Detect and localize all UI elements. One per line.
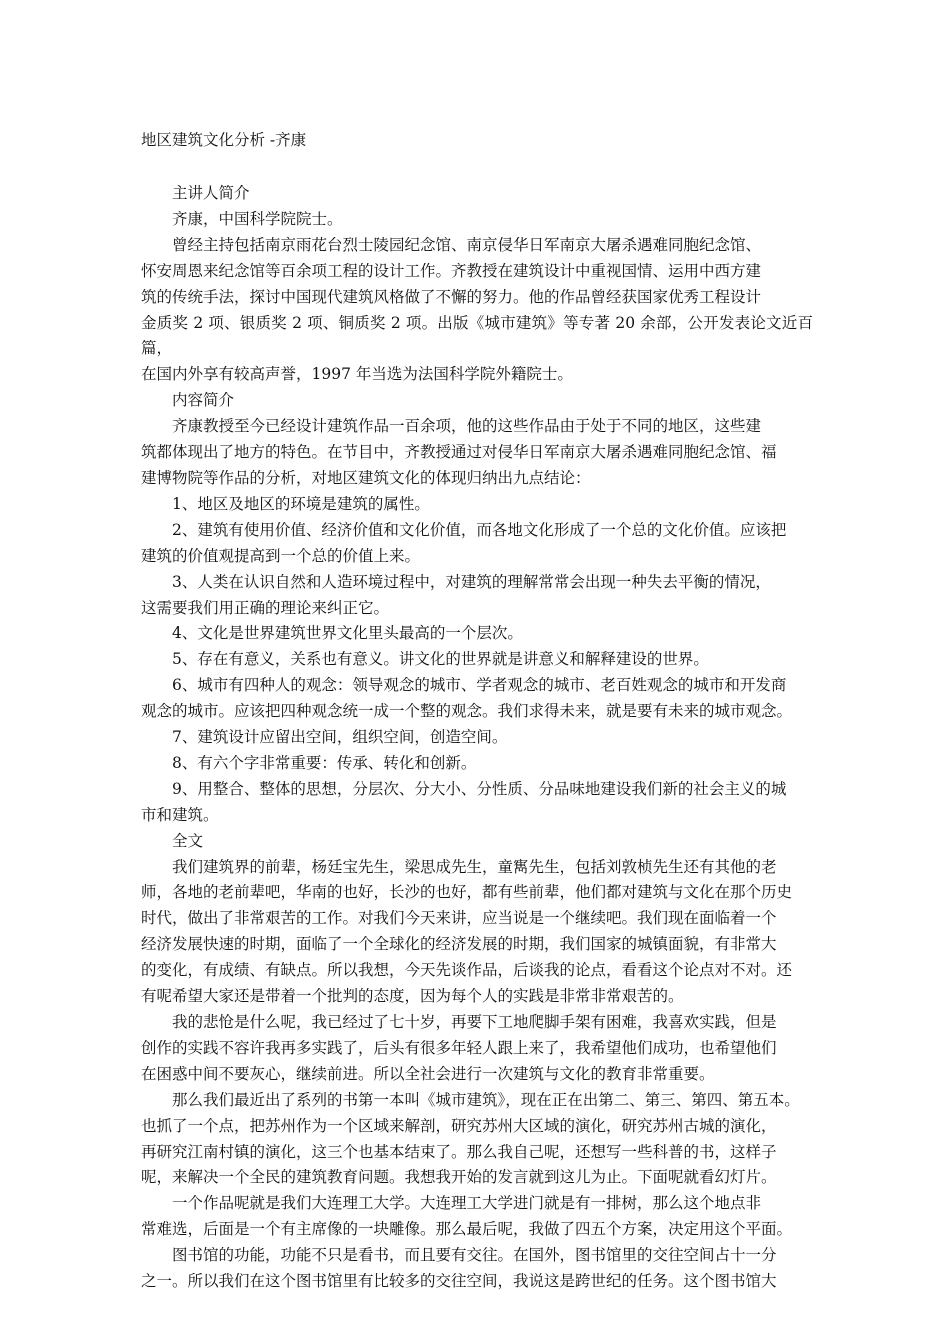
text-line: 6、城市有四种人的观念：领导观念的城市、学者观念的城市、老百姓观念的城市和开发商 [172,676,787,695]
text-line: 有呢希望大家还是带着一个批判的态度，因为每个人的实践是非常非常艰苦的。 [141,987,684,1006]
text-line: 曾经主持包括南京雨花台烈士陵园纪念馆、南京侵华日军南京大屠杀遇难同胞纪念馆、 [172,235,762,254]
text-line: 常难选，后面是一个有主席像的一块雕像。那么最后呢，我做了四五个方案，决定用这个平面。 [141,1220,793,1239]
text-line: 5、存在有意义，关系也有意义。讲文化的世界就是讲意义和解释建设的世界。 [172,650,709,669]
text-line: 1、地区及地区的环境是建筑的属性。 [172,494,430,513]
text-line: 筑都体现出了地方的特色。在节目中，齐教授通过对侵华日军南京大屠杀遇难同胞纪念馆、福 [141,443,777,462]
text-line: 也抓了一个点，把苏州作为一个区域来解剖，研究苏州大区域的演化，研究苏州古城的演化， [141,1116,777,1135]
text-line: 8、有六个字非常重要：传承、转化和创新。 [172,753,477,772]
text-line: 怀安周恩来纪念馆等百余项工程的设计工作。齐教授在建筑设计中重视国情、运用中西方建 [141,261,762,280]
text-line: 主讲人简介 [172,184,250,202]
document-title: 地区建筑文化分析 -齐康 [141,131,307,149]
text-line: 在困惑中间不要灰心，继续前进。所以全社会进行一次建筑与文化的教育非常重要。 [141,1064,715,1083]
text-line: 经济发展快速的时期，面临了一个全球化的经济发展的时期，我们国家的城镇面貌，有非常大 [141,935,777,954]
text-line: 齐康，中国科学院院士。 [172,209,343,228]
text-line: 的变化，有成绩、有缺点。所以我想，今天先谈作品，后谈我的论点，看看这个论点对不对。还 [141,961,793,980]
text-line: 全文 [172,831,204,850]
text-line: 呢，来解决一个全民的建筑教育问题。我想我开始的发言就到这儿为止。下面呢就看幻灯片。 [141,1168,777,1187]
text-line: 筑的传统手法，探讨中国现代建筑风格做了不懈的努力。他的作品曾经获国家优秀工程设计 [141,287,762,306]
text-line: 观念的城市。应该把四种观念统一成一个整的观念。我们求得未来，就是要有未来的城市观念。 [141,702,793,721]
text-line: 我的悲怆是什么呢，我已经过了七十岁，再要下工地爬脚手架有困难，我喜欢实践，但是 [172,1013,777,1031]
text-line: 齐康教授至今已经设计建筑作品一百余项，他的这些作品由于处于不同的地区，这些建 [172,417,762,436]
text-line: 创作的实践不容许我再多实践了，后头有很多年轻人跟上来了，我希望他们成功，也希望他们 [141,1038,777,1057]
text-line: 这需要我们用正确的理论来纠正它。 [141,598,390,617]
document-page [141,127,813,1295]
text-line: 我们建筑界的前辈，杨廷宝先生，梁思成先生，童寯先生，包括刘敦桢先生还有其他的老 [172,857,777,876]
text-line: 金质奖 2 项、银质奖 2 项、铜质奖 2 项。出版《城市建筑》等专著 20 余部，公开发表论文近百篇， [141,313,813,358]
text-line: 建筑的价值观提高到一个总的价值上来。 [141,546,421,565]
text-line: 市和建筑。 [141,805,219,824]
text-line: 那么我们最近出了系列的书第一本叫《城市建筑》，现在正在出第二、第三、第四、第五本。 [172,1090,800,1109]
text-line: 一个作品呢就是我们大连理工大学。大连理工大学进门就是有一排树，那么这个地点非 [172,1194,762,1213]
text-line: 3、人类在认识自然和人造环境过程中，对建筑的理解常常会出现一种失去平衡的情况， [172,572,771,591]
text-line: 内容简介 [172,391,235,410]
text-line: 师，各地的老前辈吧，华南的也好，长沙的也好，都有些前辈，他们都对建筑与文化在那个历史 [141,883,793,902]
text-line: 在国内外享有较高声誉，1997 年当选为法国科学院外籍院士。 [141,365,573,384]
text-line: 时代，做出了非常艰苦的工作。对我们今天来讲，应当说是一个继续吧。我们现在面临着一个 [141,909,777,928]
text-line: 9、用整合、整体的思想，分层次、分大小、分性质、分品味地建设我们新的社会主义的城 [172,779,787,798]
document-body [141,181,813,1295]
text-line: 4、文化是世界建筑世界文化里头最高的一个层次。 [172,624,523,643]
text-line: 再研究江南村镇的演化，这三个也基本结束了。那么我自己呢，还想写一些科普的书，这样子 [141,1142,777,1161]
text-line: 建博物院等作品的分析，对地区建筑文化的体现归纳出九点结论： [141,468,591,487]
text-line: 7、建筑设计应留出空间，组织空间，创造空间。 [172,728,508,747]
text-line: 之一。所以我们在这个图书馆里有比较多的交往空间，我说这是跨世纪的任务。这个图书馆大 [141,1272,777,1291]
text-line: 2、建筑有使用价值、经济价值和文化价值，而各地文化形成了一个总的文化价值。应该把 [172,520,787,539]
text-line: 图书馆的功能，功能不只是看书，而且要有交往。在国外，图书馆里的交往空间占十一分 [172,1246,777,1265]
